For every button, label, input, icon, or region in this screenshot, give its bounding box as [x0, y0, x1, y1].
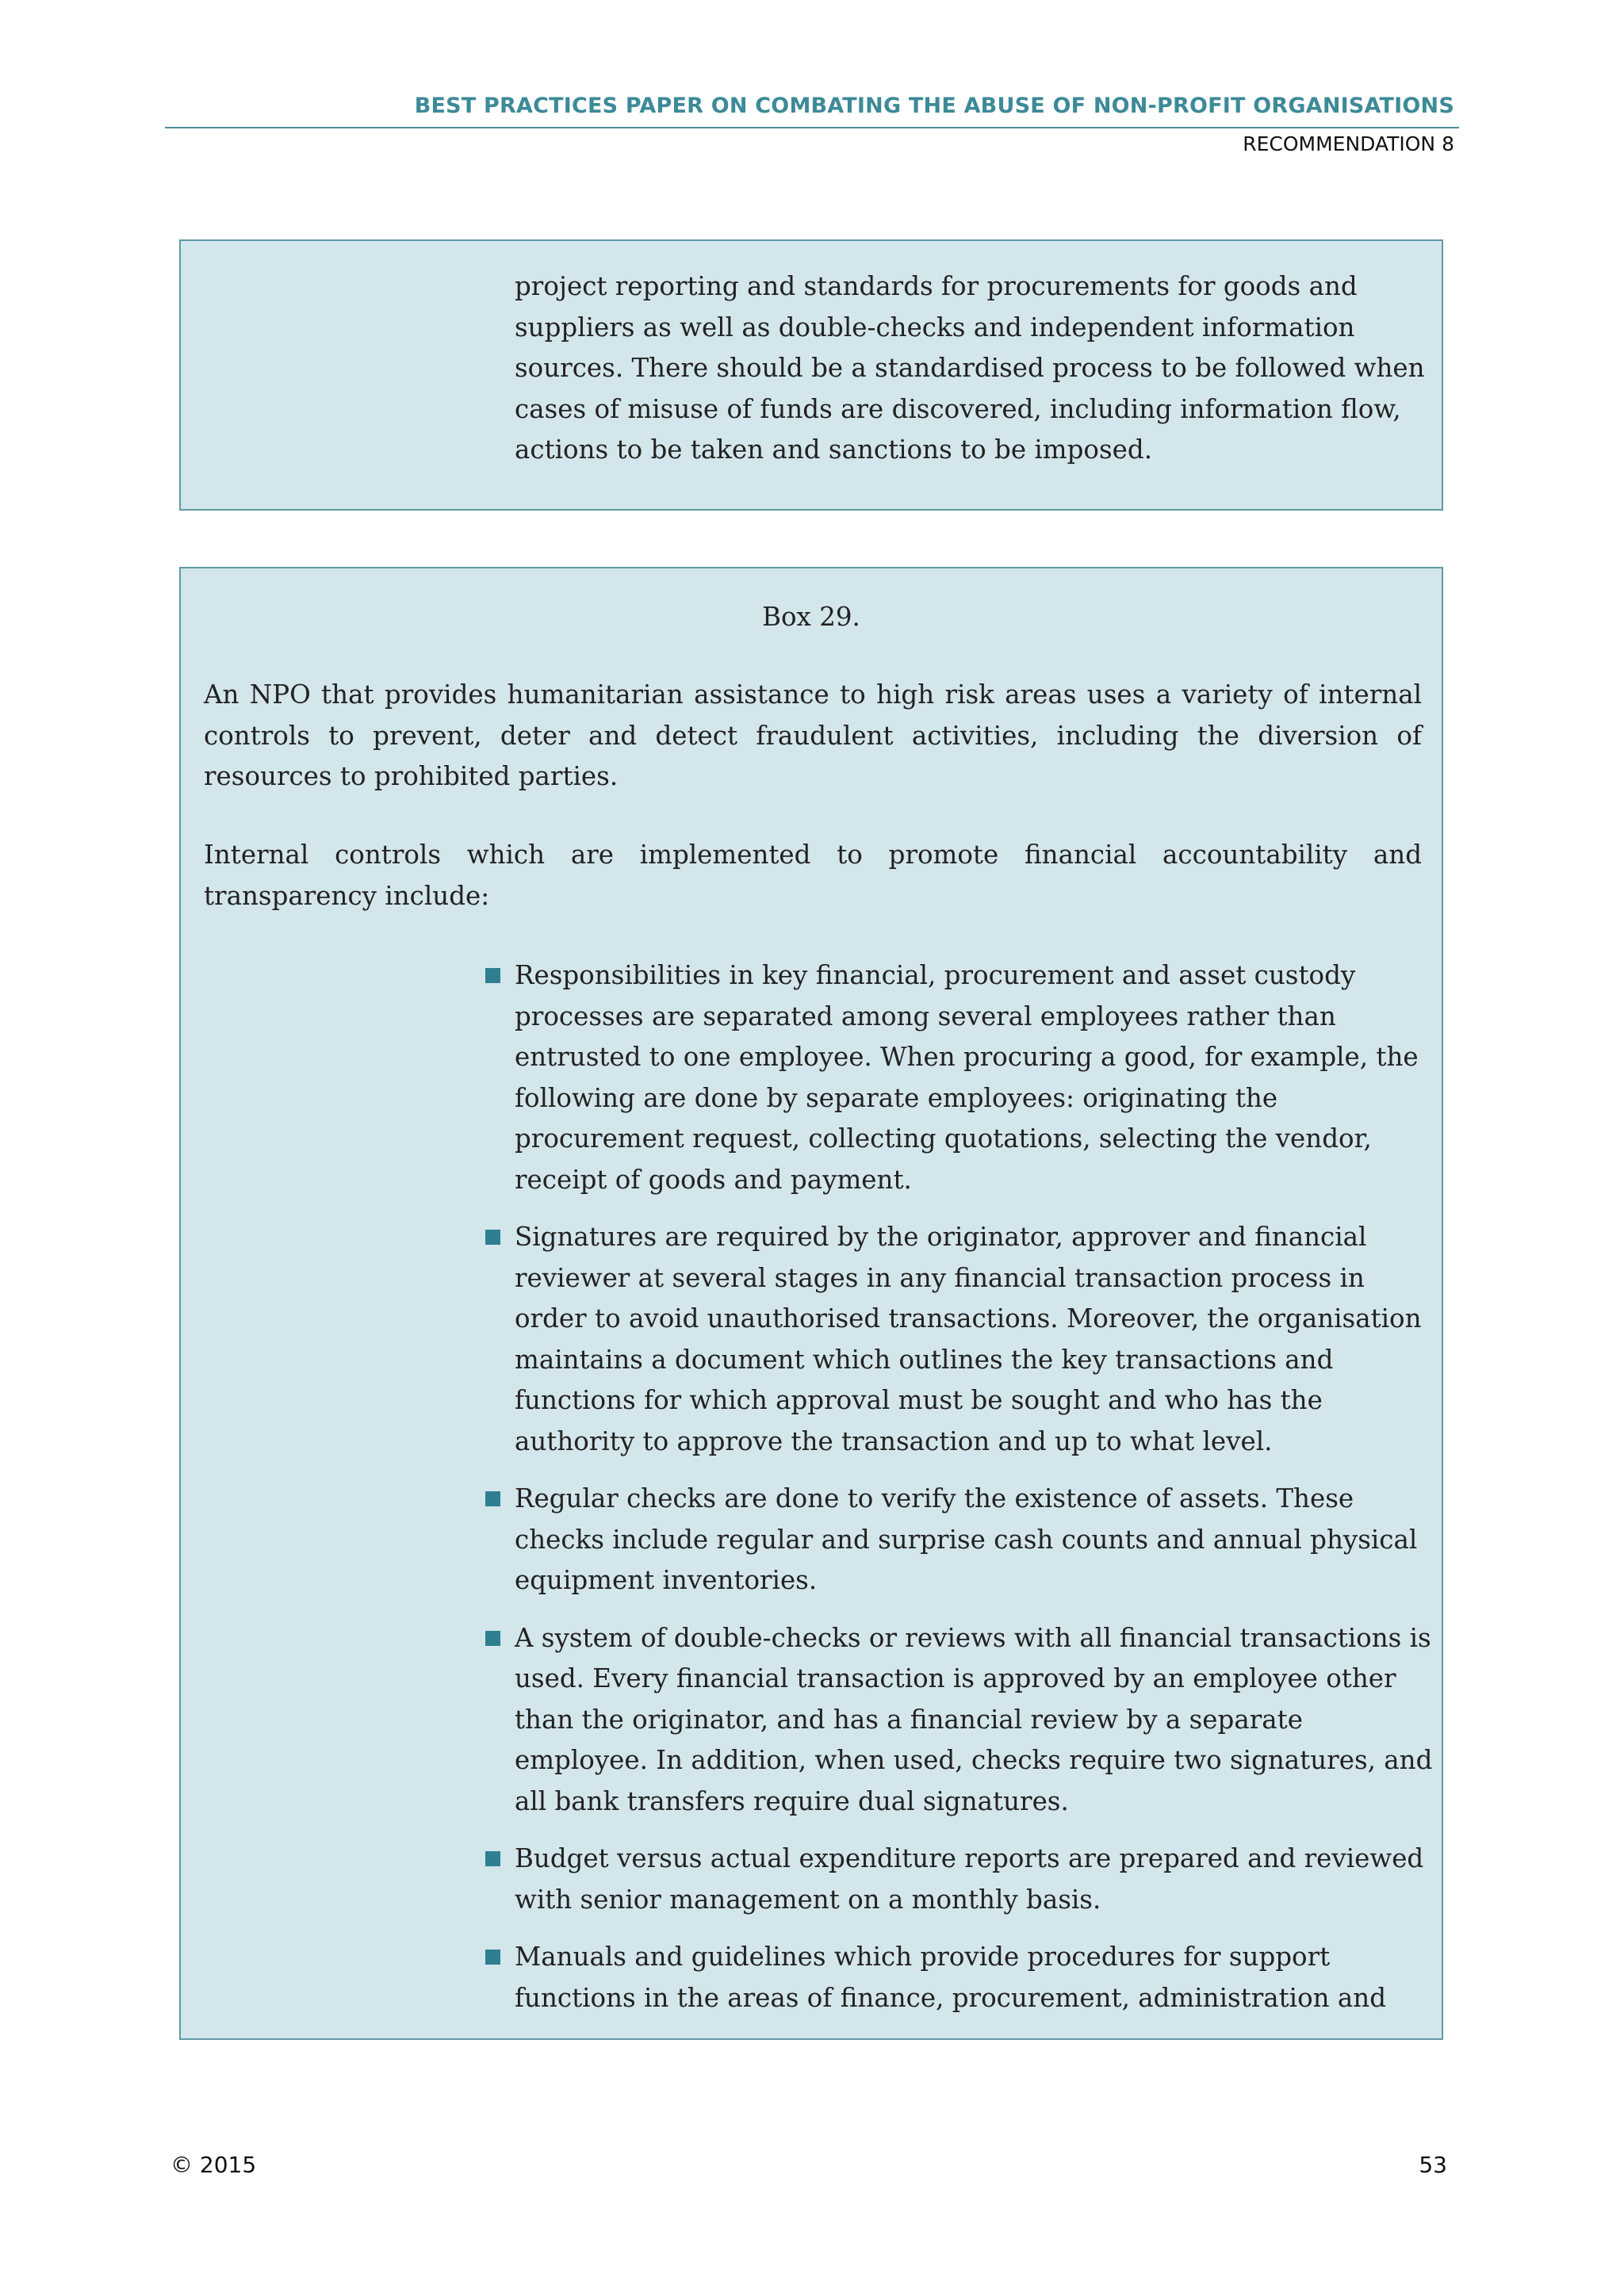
footer-page-number: 53: [1419, 2152, 1447, 2178]
square-bullet-icon: [485, 1950, 500, 1965]
list-item: [515, 1217, 1434, 1462]
square-bullet-icon: [485, 1851, 500, 1866]
square-bullet-icon: [485, 968, 500, 983]
list-item-text: Regular checks are done to verify the existence of assets. These checks include regular and surprise cash counts and annual physical equipment inventories.: [515, 1483, 1418, 1595]
list-item-text: Budget versus actual expenditure reports are prepared and reviewed with senior management on a monthly basis.: [515, 1843, 1424, 1915]
list-item: [515, 1479, 1434, 1601]
controls-intro-paragraph: Internal controls which are implemented to promote financial accountability and transparency include:: [204, 840, 1422, 911]
square-bullet-icon: [485, 1631, 500, 1646]
continued-box-text: project reporting and standards for procurements for goods and suppliers as well as double-checks and independent information sources. There should be a standardised process to be followed when cases of misuse of funds are discovered, including information flow, actions to be taken and sanctions to be imposed.: [515, 271, 1425, 465]
header-divider: [165, 127, 1459, 128]
list-item: [515, 1839, 1434, 1920]
list-item: [515, 1618, 1434, 1823]
list-item: [515, 955, 1434, 1200]
list-item-text: Manuals and guidelines which provide procedures for support functions in the areas of finance, procurement, administration and: [515, 1942, 1387, 2013]
continued-box: [179, 239, 1443, 511]
square-bullet-icon: [485, 1230, 500, 1245]
list-item: [515, 1937, 1434, 2019]
internal-controls-list: [515, 955, 1434, 2035]
running-header-title: BEST PRACTICES PAPER ON COMBATING THE ABUSE OF NON-PROFIT ORGANISATIONS: [414, 94, 1454, 118]
list-item-text: Signatures are required by the originator, approver and financial reviewer at several stages in any financial transaction process in order to avoid unauthorised transactions. Moreover, the organisation maintains a document which outlines the key transactions and functions for which approval must be sought and who has the authority to approve the transaction and up to what level.: [515, 1222, 1422, 1456]
box-29: [179, 567, 1443, 2040]
square-bullet-icon: [485, 1491, 500, 1506]
list-item-text: Responsibilities in key financial, procurement and asset custody processes are separated among several employees rather than entrusted to one employee. When procuring a good, for example, the following are done by separate employees: originating the procurement request, collecting quotations, selecting the vendor, receipt of goods and payment.: [515, 960, 1419, 1195]
running-header-subtitle: RECOMMENDATION 8: [1243, 132, 1454, 155]
list-item-text: A system of double-checks or reviews with all financial transactions is used. Every financial transaction is approved by an employee other than the originator, and has a financial review by a separate employee. In addition, when used, checks require two signatures, and all bank transfers require dual signatures.: [515, 1622, 1433, 1816]
footer-copyright: © 2015: [170, 2152, 257, 2178]
box-title: Box 29.: [762, 602, 860, 632]
box-intro-paragraph: An NPO that provides humanitarian assistance to high risk areas uses a variety of internal controls to prevent, deter and detect fraudulent activities, including the diversion of resources to prohibited parties.: [204, 679, 1422, 791]
